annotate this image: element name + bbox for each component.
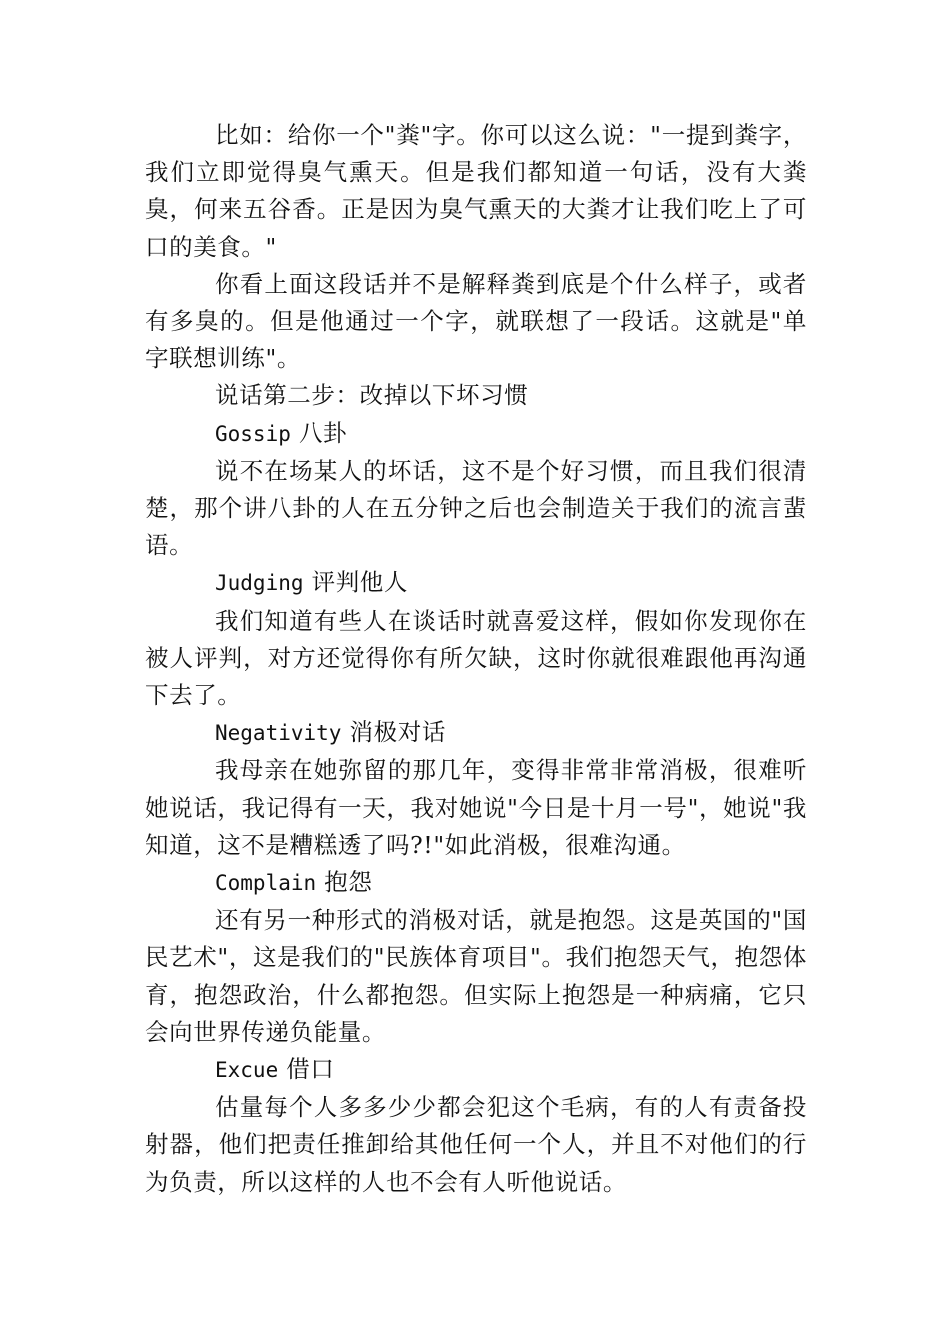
paragraph-explanation: 你看上面这段话并不是解释粪到底是个什么样子，或者有多臭的。但是他通过一个字，就联想了一段话。这就是"单字联想训练"。 (145, 269, 807, 373)
subheading-judging-zh: 评判他人 (311, 568, 408, 597)
subheading-excuse-zh: 借口 (286, 1055, 335, 1084)
subheading-judging (145, 564, 807, 602)
subheading-gossip-zh: 八卦 (298, 418, 348, 447)
paragraph-gossip: 说不在场某人的坏话，这不是个好习惯，而且我们很清楚，那个讲八卦的人在五分钟之后也会制造关于我们的流言蜚语。 (145, 456, 807, 560)
subheading-negativity-zh: 消极对话 (349, 718, 446, 747)
paragraph-judging: 我们知道有些人在谈话时就喜爱这样，假如你发现你在被人评判，对方还觉得你有所欠缺，这时你就很难跟他再沟通下去了。 (145, 606, 807, 710)
subheading-excuse-en: Excue (215, 1058, 279, 1083)
paragraph-excuse: 估量每个人多多少少都会犯这个毛病，有的人有责备投射器，他们把责任推卸给其他任何一个人，并且不对他们的行为负责，所以这样的人也不会有人听他说话。 (145, 1093, 807, 1196)
subheading-complain-zh: 抱怨 (324, 868, 373, 897)
paragraph-example-fen: 比如：给你一个"粪"字。你可以这么说："一提到粪字，我们立即觉得臭气熏天。但是我们都知道一句话，没有大粪臭，何来五谷香。正是因为臭气熏天的大粪才让我们吃上了可口的美食。" (145, 121, 807, 261)
subheading-excuse (145, 1051, 807, 1089)
paragraph-complain: 还有另一种形式的消极对话，就是抱怨。这是英国的"国民艺术"，这是我们的"民族体育项目"。我们抱怨天气，抱怨体育，抱怨政治，什么都抱怨。但实际上抱怨是一种病痛，它只会向世界传递负能量。 (145, 906, 807, 1046)
paragraph-negativity: 我母亲在她弥留的那几年，变得非常非常消极，很难听她说话，我记得有一天，我对她说"今日是十月一号"，她说"我知道，这不是糟糕透了吗?!"如此消极，很难沟通。 (145, 756, 807, 859)
subheading-negativity (145, 714, 807, 752)
subheading-gossip-en: Gossip (215, 421, 291, 446)
subheading-complain-en: Complain (215, 871, 317, 896)
section-heading-step-two: 说话第二步：改掉以下坏习惯 (215, 381, 529, 410)
subheading-judging-en: Judging (215, 571, 304, 596)
subheading-negativity-en: Negativity (215, 721, 342, 746)
document-body (145, 117, 807, 1201)
subheading-complain (145, 864, 807, 902)
subheading-gossip (145, 415, 807, 453)
